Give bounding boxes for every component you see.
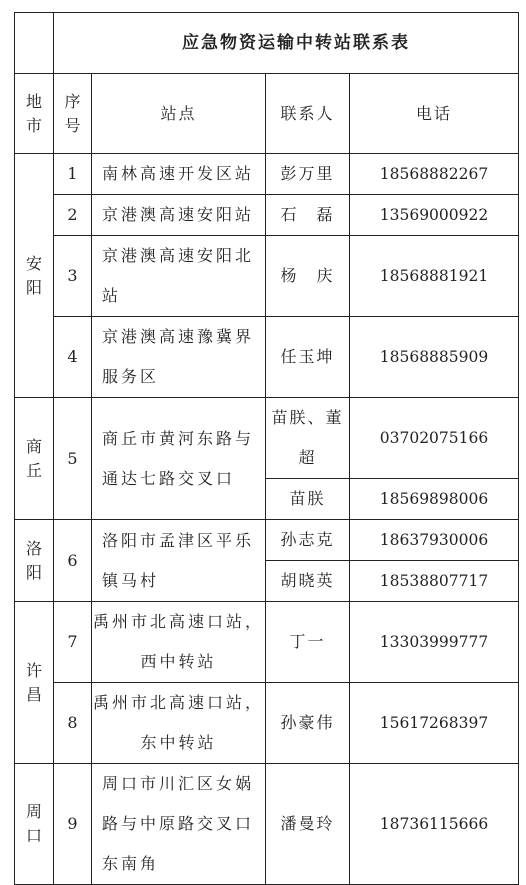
station-cell: 京港澳高速安阳站 (92, 195, 266, 236)
header-region-label: 地市 (26, 91, 43, 135)
seq-cell: 2 (54, 195, 92, 236)
header-phone: 电话 (350, 74, 519, 154)
contact-cell: 任玉坤 (266, 317, 350, 398)
seq-cell: 6 (54, 520, 92, 602)
table-title: 应急物资运输中转站联系表 (54, 13, 519, 74)
header-seq (54, 74, 92, 154)
station-cell: 洛阳市孟津区平乐镇马村 (92, 520, 266, 602)
station-cell: 南林高速开发区站 (92, 154, 266, 195)
station-cell: 禹州市北高速口站，西中转站 (92, 602, 266, 683)
contact-cell: 石 磊 (266, 195, 350, 236)
seq-cell: 3 (54, 236, 92, 317)
region-xuchang (15, 602, 54, 764)
header-region (15, 74, 54, 154)
phone-cell: 18568881921 (350, 236, 519, 317)
region-zhoukou (15, 764, 54, 885)
phone-cell: 13303999777 (350, 602, 519, 683)
region-luoyang (15, 520, 54, 602)
phone-cell: 18538807717 (350, 561, 519, 602)
phone-cell: 18568885909 (350, 317, 519, 398)
contact-cell: 潘曼玲 (266, 764, 350, 885)
phone-cell: 18568882267 (350, 154, 519, 195)
corner-cell (15, 13, 54, 74)
region-label: 周口 (26, 802, 43, 845)
station-cell: 禹州市北高速口站，东中转站 (92, 683, 266, 764)
seq-cell: 7 (54, 602, 92, 683)
phone-cell: 18736115666 (350, 764, 519, 885)
phone-cell: 18637930006 (350, 520, 519, 561)
seq-cell: 9 (54, 764, 92, 885)
station-cell: 周口市川汇区女娲路与中原路交叉口东南角 (92, 764, 266, 885)
contact-cell: 孙志克 (266, 520, 350, 561)
contact-cell: 杨 庆 (266, 236, 350, 317)
station-cell: 商丘市黄河东路与通达七路交叉口 (92, 398, 266, 520)
region-label: 安阳 (26, 253, 43, 297)
region-label: 许昌 (26, 660, 43, 704)
station-cell: 京港澳高速豫冀界服务区 (92, 317, 266, 398)
phone-cell: 18569898006 (350, 479, 519, 520)
header-seq-label: 序号 (64, 91, 81, 135)
contact-cell: 丁一 (266, 602, 350, 683)
station-cell: 京港澳高速安阳北站 (92, 236, 266, 317)
contact-cell: 彭万里 (266, 154, 350, 195)
region-label: 洛阳 (26, 538, 43, 582)
contact-cell: 苗朕、董超 (266, 398, 350, 479)
region-shangqiu (15, 398, 54, 520)
seq-cell: 1 (54, 154, 92, 195)
header-contact: 联系人 (266, 74, 350, 154)
contact-cell: 胡晓英 (266, 561, 350, 602)
region-label: 商丘 (26, 436, 43, 480)
seq-cell: 4 (54, 317, 92, 398)
phone-cell: 03702075166 (350, 398, 519, 479)
region-anyang (15, 154, 54, 398)
contact-cell: 苗朕 (266, 479, 350, 520)
phone-cell: 13569000922 (350, 195, 519, 236)
phone-cell: 15617268397 (350, 683, 519, 764)
contact-table (14, 12, 519, 885)
seq-cell: 5 (54, 398, 92, 520)
header-station: 站点 (92, 74, 266, 154)
contact-cell: 孙豪伟 (266, 683, 350, 764)
seq-cell: 8 (54, 683, 92, 764)
